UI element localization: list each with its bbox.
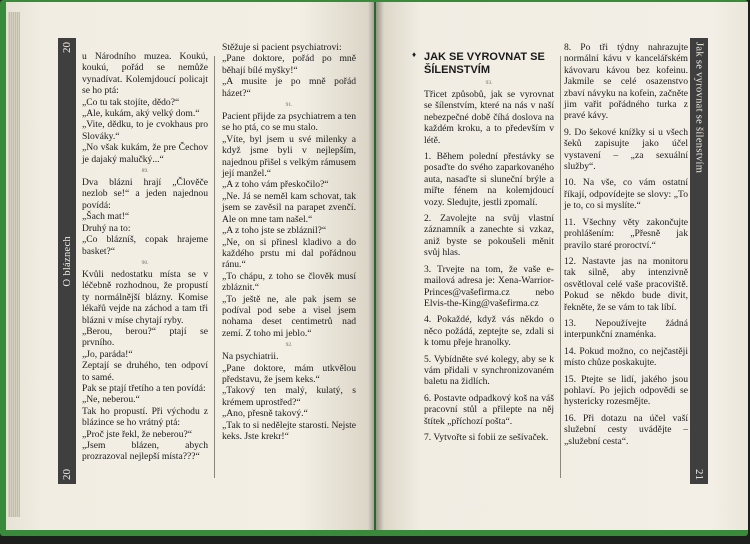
paragraph: „A z toho vám přeskočilo?“ bbox=[222, 179, 329, 191]
paragraph: „Proč jste řekl, že neberou?“ bbox=[82, 428, 193, 440]
paragraph: „Ne, neberou.“ bbox=[82, 394, 140, 406]
paragraph: Stěžuje si pacient psychiatrovi: bbox=[222, 42, 342, 53]
paragraph: Dva blázni hrají „Člověče nezlob se!“ a jeden najednou povídá: bbox=[82, 177, 208, 211]
list-item: 2. Zavolejte na svůj vlastní záznamník a zanechte si vzkaz, aniž byste se pokoušeli měnit svůj hlas. bbox=[424, 213, 554, 259]
paragraph: „Jo, paráda!“ bbox=[82, 348, 133, 360]
paragraph: „Ne. Já se neměl kam schovat, tak jsem se zavěsil na parapet zvenčí. Ale on mne tam našel.“ bbox=[222, 190, 356, 225]
left-running-title: O bláznech bbox=[61, 235, 73, 287]
list-item: 7. Vytvořte si fobii ze sešívaček. bbox=[424, 431, 549, 443]
list-item: 14. Pokud možno, co nejčastěji místo chůze poskakujte. bbox=[564, 345, 688, 369]
list-item: 6. Postavte odpadkový koš na váš pracovní stůl a přilepte na něj štítek „příchozí pošta“. bbox=[424, 392, 554, 427]
right-running-title: Jak se vyrovnat se šílenstvím bbox=[693, 42, 705, 174]
paragraph: „To chápu, z toho se člověk musí zbláznit.“ bbox=[222, 270, 356, 294]
paragraph: „Ne, on si přinesl kladivo a do každého prstu mi dal pořádnou ránu.“ bbox=[222, 236, 356, 271]
paragraph: „Takový ten malý, kulatý, s krémem uprostřed?“ bbox=[222, 385, 356, 408]
paragraph: „Co blázníš, copak hrajeme basket?“ bbox=[82, 234, 208, 257]
paragraph: Na psychiatrii. bbox=[222, 351, 279, 363]
paragraph: Zeptají se druhého, ten odpoví to samé. bbox=[82, 360, 208, 383]
list-item: 12. Nastavte jas na monitoru tak silně, aby intenzivně osvětloval celé vaše pracoviště. Pokud se někdo bude divit, řekněte, že se vám to tak líbí. bbox=[564, 255, 688, 313]
page-block-edge bbox=[8, 12, 20, 517]
paragraph: „Pane doktore, mám utkvělou představu, že jsem keks.“ bbox=[222, 362, 356, 385]
paragraph: u Národního muzea. Koukú, koukú, pořád se nemůže vynadívat. Kolemjdoucí policajt se ho ptá: bbox=[82, 51, 208, 97]
right-running-tab bbox=[690, 38, 708, 484]
paragraph: „Tak to si nedělejte starosti. Nejste keks. Jste krekr!“ bbox=[222, 419, 356, 442]
joke-number: 91. bbox=[285, 102, 293, 109]
paragraph: Pak se ptají třetího a ten povídá: bbox=[82, 382, 206, 394]
column-divider-right bbox=[560, 56, 561, 478]
paragraph: Třicet způsobů, jak se vyrovnat se šílenstvím, které na nás v naší nebezpečné době číhá doslova na každém kroku, a to především v létě. bbox=[424, 89, 554, 146]
paragraph: „Šach mat!“ bbox=[82, 211, 130, 223]
paragraph: „A z toho jste se zbláznil?“ bbox=[222, 225, 327, 237]
joke-number: 90. bbox=[141, 259, 149, 266]
paragraph: Druhý na to: bbox=[82, 222, 131, 234]
paragraph: „Pane doktore, pořád po mně běhají bílé myšky!“ bbox=[222, 53, 356, 76]
list-item: 1. Během polední přestávky se posaďte do svého zaparkovaného auta, nasaďte si sluneční brýle a miřte fénem na kolemjdoucí vozy. Sledujte, jestli zpomalí. bbox=[424, 151, 554, 208]
list-item: 16. Při dotazu na účel vaší služební cesty uvádějte – „služební cesta“. bbox=[564, 412, 688, 447]
right-column-1 bbox=[424, 51, 554, 443]
left-column-1 bbox=[82, 51, 208, 463]
paragraph: „Vite, dědku, to je cvokhaus pro Slováky.“ bbox=[82, 119, 208, 142]
list-item: 4. Pokaždé, když vás někdo o něco požádá, zeptejte se, zdali si k tomu přeje hranolky. bbox=[424, 314, 554, 349]
paragraph: „Ale, kukám, aký velký dom.“ bbox=[82, 108, 200, 120]
paragraph: „Ano, přesně takový.“ bbox=[222, 408, 308, 420]
column-divider-left bbox=[214, 56, 215, 478]
joke-number: 89. bbox=[141, 168, 149, 175]
list-item: 3. Trvejte na tom, že vaše e-mailová adresa je: Xena-Warrior-Princes@vašefirma.cz nebo Elvis-the-King@vašefirma.cz bbox=[424, 263, 554, 309]
left-column-2 bbox=[222, 42, 356, 442]
joke-number: 93. bbox=[485, 80, 493, 86]
paragraph: Kvůli nedostatku místa se v léčebně rozhodnou, že propustí ty normálnější blázny. Komise lékařů vejde na záchod a tam tři blázni v míse chytají ryby. bbox=[82, 268, 208, 326]
list-item: 15. Ptejte se lidí, jakého jsou pohlaví. Po jejich odpovědi se hystericky rozesmějte. bbox=[564, 373, 688, 408]
paragraph: „Víte, byl jsem u své milenky a když jsme byli v nejlepším, najednou přišel s velkým rámusem její manžel.“ bbox=[222, 133, 356, 180]
right-page-number: 21 bbox=[693, 469, 705, 480]
paragraph: „No však kukám, že pre Čechov je dajaký malučký...“ bbox=[82, 142, 208, 165]
list-item: 13. Nepoužívejte žádná interpunkční znaménka. bbox=[564, 317, 688, 341]
paragraph: „Berou, berou?“ ptají se prvního. bbox=[82, 325, 208, 349]
list-item: 8. Po tři týdny nahrazujte normální kávu v kancelářském kávovaru kávou bez kofeinu. Jakmile se celé osazenstvo zbaví návyku na kofein, začněte jim vařit pořádného turka z pravé kávy. bbox=[564, 42, 688, 122]
right-column-2 bbox=[564, 42, 688, 447]
list-item: 11. Všechny věty zakončujte prohlášením: „Přesně jak pravilo staré proroctví.“ bbox=[564, 216, 688, 251]
paragraph: Tak ho propustí. Při východu z blázince se ho vrátný ptá: bbox=[82, 405, 208, 429]
paragraph: „Co tu tak stojíte, dědo?“ bbox=[82, 96, 180, 108]
section-heading: JAK SE VYROVNAT SE ŠÍLENSTVÍM bbox=[424, 51, 545, 76]
paragraph: Pacient přijde za psychiatrem a ten se ho ptá, co se mu stalo. bbox=[222, 111, 356, 134]
left-page-number-bottom: 20 bbox=[61, 469, 73, 480]
left-page-number-top: 20 bbox=[61, 42, 73, 53]
paragraph: „To ještě ne, ale pak jsem se podíval pod sebe a visel jsem nohama deset centimetrů nad zemí. Z toho mi jeblo.“ bbox=[222, 293, 356, 339]
joke-number: 92. bbox=[285, 342, 293, 349]
list-item: 5. Vybídněte své kolegy, aby se k vám přidali v synchronizovaném baletu na židlích. bbox=[424, 353, 554, 388]
list-item: 9. Do šekové knížky si u všech šeků zapisujte jako účel vystavení – „za sexuální služby“. bbox=[564, 126, 688, 173]
paragraph: „Jsem blázen, abych prozrazoval nejlepší místa???“ bbox=[82, 440, 208, 463]
heading-bullet-icon: ♦ bbox=[412, 50, 417, 59]
list-item: 10. Na vše, co vám ostatní říkají, odpovídejte se slovy: „To je to, co si myslíte.“ bbox=[564, 177, 688, 212]
paragraph: „A musite je po mně pořád házet?“ bbox=[222, 76, 356, 99]
left-running-tab bbox=[58, 38, 76, 484]
gutter-shadow bbox=[368, 2, 384, 530]
